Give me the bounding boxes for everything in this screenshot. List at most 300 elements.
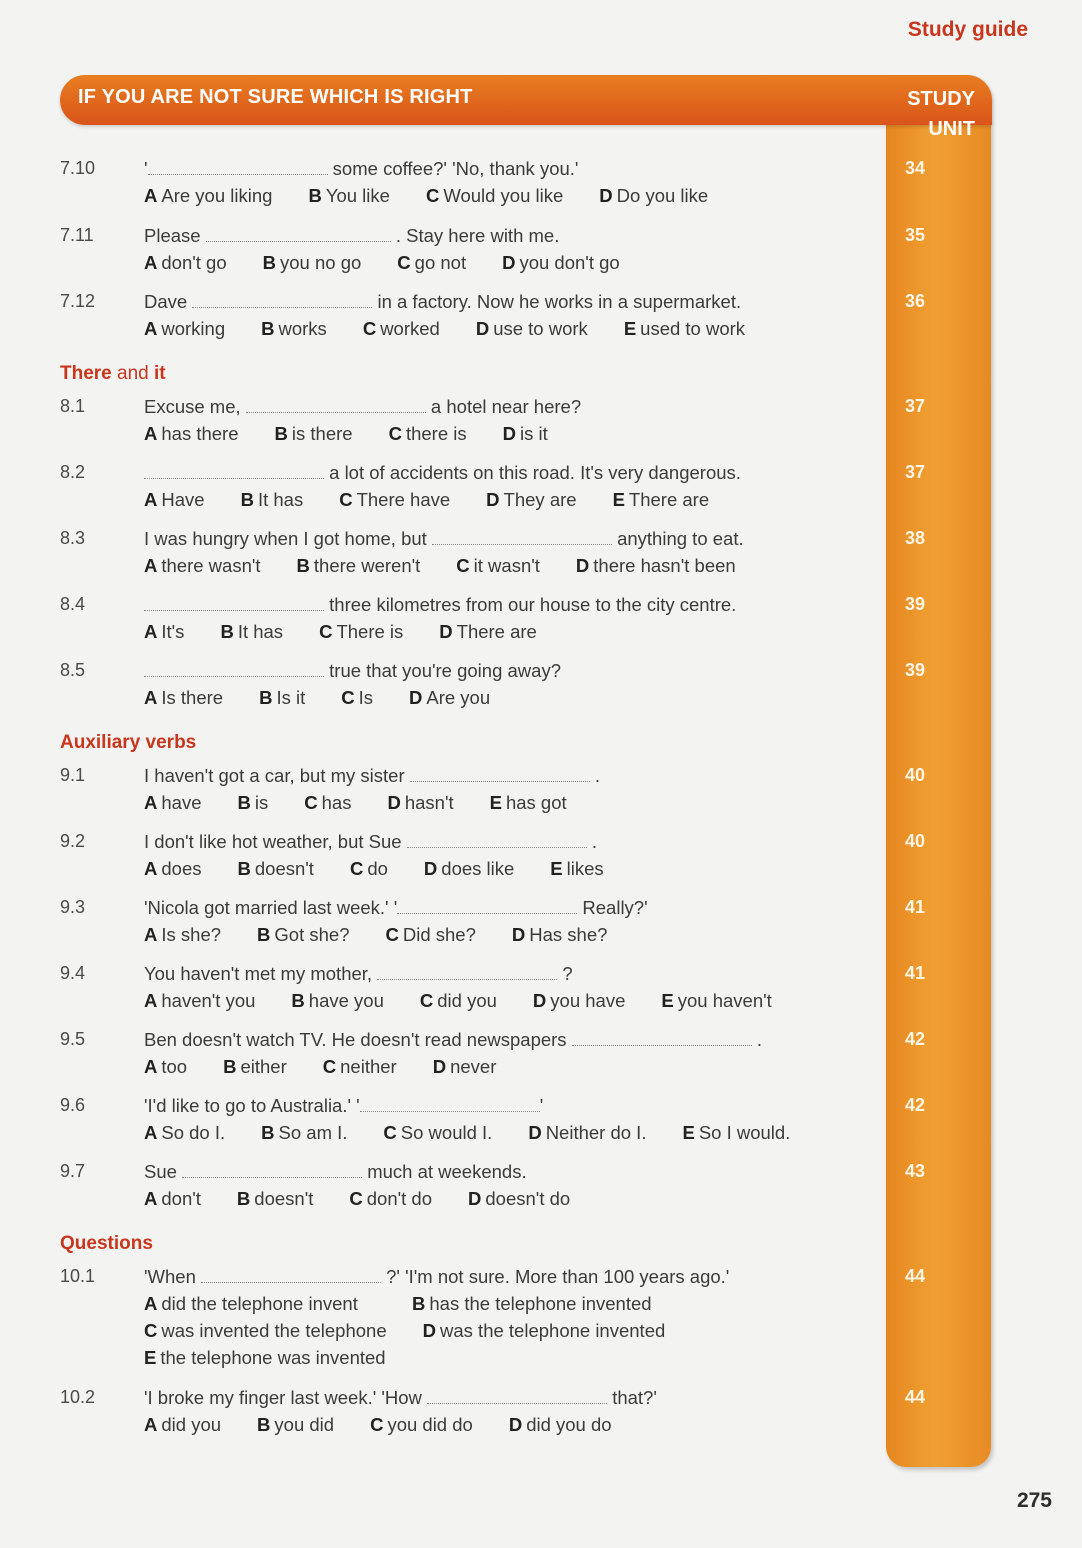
- answer-option[interactable]: [423, 1320, 666, 1342]
- option-text: does: [161, 858, 202, 879]
- study-unit-number[interactable]: 42: [905, 1029, 926, 1049]
- answer-blank[interactable]: [201, 1268, 381, 1283]
- item-number: 8.2: [60, 462, 86, 482]
- option-letter: C: [349, 1188, 363, 1209]
- sentence-start: 'I broke my finger last week.' 'How: [144, 1387, 428, 1408]
- option-text: Do you like: [616, 185, 709, 206]
- answer-option[interactable]: [257, 1414, 334, 1436]
- study-unit-column: [886, 75, 991, 1467]
- answer-option[interactable]: [261, 1122, 347, 1144]
- option-text: Is there: [161, 687, 224, 708]
- study-unit-number[interactable]: 42: [905, 1095, 926, 1115]
- option-letter: A: [144, 792, 158, 813]
- option-letter: D: [532, 990, 547, 1011]
- option-letter: D: [502, 252, 516, 273]
- answer-option[interactable]: [397, 252, 466, 274]
- answer-option[interactable]: [275, 423, 353, 445]
- option-text: Is: [358, 687, 373, 708]
- answer-options: [144, 489, 745, 511]
- study-unit-number[interactable]: 36: [905, 291, 926, 311]
- item-number: 9.5: [60, 1029, 86, 1049]
- answer-option[interactable]: [144, 423, 239, 445]
- study-unit-number[interactable]: 44: [905, 1387, 926, 1407]
- option-text: is it: [519, 423, 548, 444]
- option-letter: C: [362, 318, 377, 339]
- sentence-start: I don't like hot weather, but Sue: [144, 831, 407, 852]
- answer-blank[interactable]: [410, 767, 590, 782]
- answer-options: [144, 252, 656, 274]
- answer-blank[interactable]: [377, 965, 557, 980]
- study-unit-number[interactable]: 44: [905, 1266, 926, 1286]
- item-number: 7.10: [60, 158, 96, 178]
- sentence-end: Really?': [577, 897, 648, 918]
- study-unit-number[interactable]: 34: [905, 158, 926, 178]
- item-number: 9.6: [60, 1095, 86, 1115]
- option-text: don't do: [366, 1188, 433, 1209]
- option-letter: D: [387, 792, 401, 813]
- option-text: has got: [505, 792, 567, 813]
- option-letter: C: [419, 990, 434, 1011]
- option-text: works: [278, 318, 327, 339]
- option-text: There have: [356, 489, 451, 510]
- answer-blank[interactable]: [572, 1031, 752, 1046]
- sentence-end: .: [751, 1029, 762, 1050]
- sentence-start: I haven't got a car, but my sister: [144, 765, 410, 786]
- option-letter: C: [370, 1414, 384, 1435]
- option-letter: A: [144, 924, 158, 945]
- answer-option[interactable]: [613, 489, 710, 511]
- item-number: 10.1: [60, 1266, 96, 1286]
- option-letter: A: [144, 858, 158, 879]
- option-text: doesn't do: [485, 1188, 571, 1209]
- sentence-end: ': [539, 1095, 544, 1116]
- sentence-end: true that you're going away?: [324, 660, 561, 681]
- option-text: never: [450, 1056, 497, 1077]
- study-unit-number[interactable]: 37: [905, 462, 926, 482]
- answer-option[interactable]: [502, 252, 620, 274]
- option-text: the telephone was invented: [160, 1347, 386, 1368]
- option-text: is: [254, 792, 269, 813]
- option-letter: C: [319, 621, 333, 642]
- option-letter: D: [508, 1414, 523, 1435]
- option-letter: D: [439, 621, 453, 642]
- answer-option[interactable]: [323, 1056, 397, 1078]
- answer-option[interactable]: [439, 621, 537, 643]
- option-letter: C: [383, 1122, 397, 1143]
- option-letter: B: [308, 185, 322, 206]
- option-text: Would you like: [443, 185, 564, 206]
- answer-option[interactable]: [144, 185, 272, 207]
- option-text: It's: [161, 621, 185, 642]
- option-text: you no go: [280, 252, 362, 273]
- sentence-start: Excuse me,: [144, 396, 246, 417]
- sentence-start: I was hungry when I got home, but: [144, 528, 432, 549]
- option-text: there weren't: [313, 555, 421, 576]
- option-text: hasn't: [404, 792, 454, 813]
- answer-option[interactable]: [144, 1347, 386, 1369]
- option-text: You like: [325, 185, 390, 206]
- answer-option[interactable]: [387, 792, 453, 814]
- sentence-start: Sue: [144, 1161, 183, 1182]
- answer-option[interactable]: [490, 792, 567, 814]
- option-text: you don't go: [519, 252, 620, 273]
- option-letter: C: [144, 1320, 158, 1341]
- answer-option[interactable]: [576, 555, 736, 577]
- answer-option[interactable]: [291, 990, 383, 1012]
- answer-option[interactable]: [259, 687, 305, 709]
- option-text: There is: [336, 621, 404, 642]
- study-unit-number[interactable]: 39: [905, 660, 926, 680]
- answer-option[interactable]: [426, 185, 563, 207]
- answer-option[interactable]: [304, 792, 351, 814]
- answer-option[interactable]: [144, 858, 202, 880]
- option-letter: A: [144, 1056, 158, 1077]
- option-text: Are you: [426, 687, 491, 708]
- answer-option[interactable]: [223, 1056, 287, 1078]
- answer-option[interactable]: [144, 318, 225, 340]
- option-letter: B: [236, 1188, 251, 1209]
- answer-option[interactable]: [661, 990, 771, 1012]
- sentence-start: Ben doesn't watch TV. He doesn't read newspapers: [144, 1029, 572, 1050]
- answer-option[interactable]: [550, 858, 603, 880]
- answer-option[interactable]: [144, 792, 202, 814]
- option-text: working: [161, 318, 226, 339]
- answer-option[interactable]: [144, 990, 255, 1012]
- page-number: 275: [1016, 1489, 1052, 1512]
- option-letter: E: [682, 1122, 695, 1143]
- item-number: 8.4: [60, 594, 86, 614]
- option-text: So would I.: [400, 1122, 493, 1143]
- item-number: 8.3: [60, 528, 86, 548]
- option-letter: C: [349, 858, 364, 879]
- sentence-start: You haven't met my mother,: [144, 963, 378, 984]
- option-text: it wasn't: [473, 555, 540, 576]
- option-letter: D: [575, 555, 590, 576]
- question-sentence: [144, 765, 600, 787]
- answer-option[interactable]: [341, 687, 373, 709]
- answer-blank[interactable]: [206, 227, 391, 242]
- option-letter: A: [144, 252, 158, 273]
- option-letter: B: [259, 687, 273, 708]
- question-sentence: [144, 225, 559, 247]
- answer-option[interactable]: [144, 1188, 201, 1210]
- option-letter: D: [486, 489, 500, 510]
- option-letter: E: [612, 489, 625, 510]
- answer-option[interactable]: [476, 318, 588, 340]
- option-letter: D: [468, 1188, 482, 1209]
- answer-option[interactable]: [144, 1122, 225, 1144]
- option-letter: B: [220, 621, 234, 642]
- option-text: was the telephone invented: [440, 1320, 666, 1341]
- answer-blank[interactable]: [182, 1163, 362, 1178]
- option-text: have you: [308, 990, 384, 1011]
- option-letter: A: [144, 555, 158, 576]
- study-unit-number[interactable]: 40: [905, 831, 926, 851]
- answer-option[interactable]: [144, 1293, 376, 1315]
- question-sentence: [144, 594, 736, 616]
- option-letter: C: [456, 555, 470, 576]
- option-text: Is she?: [161, 924, 222, 945]
- option-text: too: [161, 1056, 188, 1077]
- study-unit-number[interactable]: 43: [905, 1161, 926, 1181]
- option-letter: D: [475, 318, 490, 339]
- answer-option[interactable]: [412, 1293, 652, 1315]
- sentence-end: anything to eat.: [611, 528, 744, 549]
- answer-option[interactable]: [144, 1056, 187, 1078]
- answer-option[interactable]: [308, 185, 390, 207]
- option-letter: D: [409, 687, 423, 708]
- answer-option[interactable]: [599, 185, 708, 207]
- answer-options: [144, 990, 808, 1012]
- option-letter: E: [661, 990, 674, 1011]
- answer-option[interactable]: [144, 621, 184, 643]
- option-text: Is it: [276, 687, 306, 708]
- item-number: 7.11: [60, 225, 94, 245]
- answer-option[interactable]: [512, 924, 608, 946]
- answer-option[interactable]: [241, 489, 304, 511]
- item-number: 8.1: [60, 396, 86, 416]
- answer-blank[interactable]: [246, 398, 426, 413]
- sentence-start: 'Nicola got married last week.' ': [144, 897, 398, 918]
- answer-options: [144, 318, 781, 340]
- answer-option[interactable]: [350, 858, 388, 880]
- answer-option[interactable]: [389, 423, 467, 445]
- option-text: So I would.: [698, 1122, 791, 1143]
- sentence-end: that?': [607, 1387, 657, 1408]
- option-text: It has: [237, 621, 284, 642]
- option-letter: C: [304, 792, 318, 813]
- question-sentence: [144, 963, 573, 985]
- answer-option[interactable]: [624, 318, 745, 340]
- answer-options: [144, 185, 744, 207]
- option-text: has: [321, 792, 352, 813]
- option-letter: A: [144, 185, 158, 206]
- answer-option[interactable]: [385, 924, 475, 946]
- answer-option[interactable]: [383, 1122, 492, 1144]
- option-letter: C: [341, 687, 355, 708]
- answer-options: [144, 1188, 606, 1210]
- answer-option[interactable]: [237, 1188, 313, 1210]
- option-letter: B: [262, 252, 277, 273]
- option-text: have: [161, 792, 202, 813]
- answer-option[interactable]: [420, 990, 497, 1012]
- option-text: is there: [291, 423, 353, 444]
- option-text: did the telephone invent: [161, 1293, 358, 1314]
- study-unit-number[interactable]: 41: [905, 897, 926, 917]
- answer-option[interactable]: [144, 1414, 221, 1436]
- option-letter: A: [144, 621, 158, 642]
- answer-option[interactable]: [682, 1122, 790, 1144]
- option-letter: D: [502, 423, 516, 444]
- answer-option[interactable]: [409, 687, 490, 709]
- answer-option[interactable]: [144, 555, 261, 577]
- sentence-end: three kilometres from our house to the city centre.: [324, 594, 737, 615]
- option-text: don't: [161, 1188, 201, 1209]
- answer-options: [144, 621, 573, 643]
- option-text: doesn't: [254, 1188, 314, 1209]
- option-letter: A: [144, 423, 158, 444]
- sentence-end: .: [586, 831, 597, 852]
- sentence-end: a lot of accidents on this road. It's very dangerous.: [324, 462, 741, 483]
- answer-option[interactable]: [144, 687, 223, 709]
- sentence-end: in a factory. Now he works in a supermarket.: [372, 291, 742, 312]
- answer-options: [144, 423, 584, 445]
- option-text: you haven't: [677, 990, 772, 1011]
- answer-options: [144, 1414, 648, 1436]
- option-letter: C: [425, 185, 440, 206]
- option-text: did you do: [526, 1414, 612, 1435]
- option-text: don't go: [161, 252, 227, 273]
- option-text: has the telephone invented: [429, 1293, 652, 1314]
- answer-option[interactable]: [370, 1414, 473, 1436]
- answer-option[interactable]: [468, 1188, 570, 1210]
- option-letter: D: [599, 185, 613, 206]
- option-letter: A: [144, 489, 158, 510]
- option-text: haven't you: [161, 990, 256, 1011]
- question-sentence: [144, 1095, 543, 1117]
- study-unit-number[interactable]: 39: [905, 594, 926, 614]
- answer-options: [144, 858, 640, 880]
- option-text: doesn't: [254, 858, 314, 879]
- option-letter: B: [412, 1293, 426, 1314]
- answer-option[interactable]: [144, 924, 221, 946]
- study-unit-number[interactable]: 37: [905, 396, 926, 416]
- option-letter: B: [257, 924, 271, 945]
- option-text: do: [367, 858, 388, 879]
- sentence-end: ?: [557, 963, 573, 984]
- answer-option[interactable]: [486, 489, 576, 511]
- study-unit-number[interactable]: 41: [905, 963, 926, 983]
- answer-options: [144, 687, 526, 709]
- option-letter: C: [385, 924, 399, 945]
- option-text: neither: [340, 1056, 397, 1077]
- answer-option[interactable]: [144, 1320, 387, 1342]
- option-text: So do I.: [161, 1122, 226, 1143]
- option-letter: B: [237, 858, 251, 879]
- sentence-end: . Stay here with me.: [390, 225, 560, 246]
- answer-option[interactable]: [319, 621, 403, 643]
- answer-option[interactable]: [528, 1122, 646, 1144]
- option-text: has there: [161, 423, 239, 444]
- answer-options: [144, 1122, 826, 1144]
- option-letter: A: [144, 1293, 158, 1314]
- answer-option[interactable]: [456, 555, 540, 577]
- option-letter: B: [291, 990, 305, 1011]
- answer-option[interactable]: [533, 990, 625, 1012]
- study-unit-number[interactable]: 35: [905, 225, 926, 245]
- banner-title: IF YOU ARE NOT SURE WHICH IS RIGHT: [78, 86, 473, 108]
- item-number: 9.2: [60, 831, 86, 851]
- page-header-title: Study guide: [907, 18, 1028, 41]
- option-text: worked: [380, 318, 440, 339]
- answer-option[interactable]: [424, 858, 514, 880]
- answer-option[interactable]: [509, 1414, 612, 1436]
- item-number: 9.3: [60, 897, 86, 917]
- option-letter: A: [144, 687, 158, 708]
- sentence-end: much at weekends.: [362, 1161, 527, 1182]
- sentence-start: Dave: [144, 291, 193, 312]
- option-letter: E: [489, 792, 502, 813]
- option-letter: B: [296, 555, 310, 576]
- option-text: there wasn't: [161, 555, 261, 576]
- answer-option[interactable]: [349, 1188, 432, 1210]
- option-letter: E: [623, 318, 637, 339]
- answer-option[interactable]: [433, 1056, 497, 1078]
- study-unit-number[interactable]: 38: [905, 528, 926, 548]
- study-unit-label-line1: STUDY: [907, 88, 975, 110]
- answer-option[interactable]: [144, 252, 227, 274]
- item-number: 8.5: [60, 660, 86, 680]
- answer-blank[interactable]: [427, 1389, 607, 1404]
- option-text: likes: [566, 858, 604, 879]
- option-letter: B: [261, 1122, 275, 1143]
- sentence-end: a hotel near here?: [425, 396, 582, 417]
- option-letter: B: [237, 792, 251, 813]
- answer-blank[interactable]: [148, 160, 328, 175]
- option-text: Have: [161, 489, 205, 510]
- option-text: did you: [437, 990, 497, 1011]
- answer-blank[interactable]: [360, 1097, 540, 1112]
- answer-option[interactable]: [238, 858, 314, 880]
- option-text: was invented the telephone: [161, 1320, 387, 1341]
- answer-option[interactable]: [220, 621, 283, 643]
- answer-blank[interactable]: [144, 662, 324, 677]
- option-letter: A: [144, 1188, 158, 1209]
- item-number: 10.2: [60, 1387, 96, 1407]
- answer-option[interactable]: [363, 318, 440, 340]
- item-number: 9.1: [60, 765, 86, 785]
- answer-blank[interactable]: [432, 530, 612, 545]
- answer-blank[interactable]: [192, 293, 372, 308]
- answer-options: [144, 924, 643, 946]
- exercise-content: [60, 0, 926, 1548]
- answer-option[interactable]: [263, 252, 362, 274]
- study-unit-number[interactable]: 40: [905, 765, 926, 785]
- option-letter: C: [339, 489, 353, 510]
- option-letter: B: [240, 489, 254, 510]
- answer-option[interactable]: [238, 792, 269, 814]
- option-text: There are: [456, 621, 537, 642]
- answer-options: [144, 1056, 532, 1078]
- answer-blank[interactable]: [144, 464, 324, 479]
- option-text: Has she?: [529, 924, 608, 945]
- question-sentence: [144, 897, 648, 919]
- option-letter: D: [423, 858, 438, 879]
- option-text: Neither do I.: [545, 1122, 647, 1143]
- question-sentence: [144, 396, 581, 418]
- answer-option[interactable]: [257, 924, 349, 946]
- question-sentence: [144, 1387, 657, 1409]
- answer-option[interactable]: [297, 555, 421, 577]
- section-heading-auxiliary-verbs: Auxiliary verbs: [60, 732, 197, 753]
- option-text: there hasn't been: [593, 555, 736, 576]
- question-sentence: [144, 291, 741, 313]
- option-text: used to work: [640, 318, 746, 339]
- option-text: Got she?: [274, 924, 350, 945]
- option-text: There are: [628, 489, 710, 510]
- sentence-start: ': [144, 158, 148, 179]
- answer-blank[interactable]: [144, 596, 324, 611]
- answer-option[interactable]: [339, 489, 450, 511]
- answer-blank[interactable]: [407, 833, 587, 848]
- answer-option[interactable]: [261, 318, 327, 340]
- option-letter: D: [432, 1056, 447, 1077]
- option-letter: D: [422, 1320, 437, 1341]
- option-letter: D: [511, 924, 526, 945]
- answer-option[interactable]: [503, 423, 548, 445]
- answer-option[interactable]: [144, 489, 205, 511]
- answer-blank[interactable]: [397, 899, 577, 914]
